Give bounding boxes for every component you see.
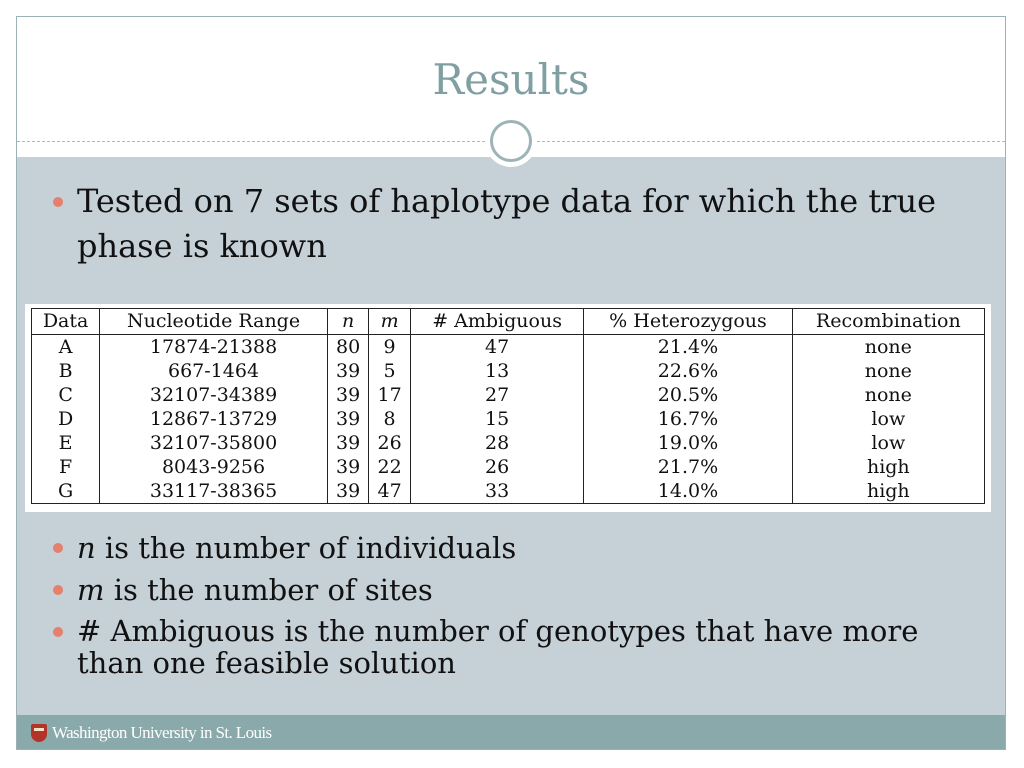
- university-logo: [31, 723, 272, 743]
- cell-ambiguous: 47: [410, 335, 583, 360]
- cell-data: E: [32, 431, 100, 455]
- bullet-item: Tested on 7 sets of haplotype data for which the true phase is known: [51, 179, 991, 269]
- cell-nucleotide-range: 667-1464: [100, 359, 328, 383]
- cell-data: F: [32, 455, 100, 479]
- university-name: Washington University in St. Louis: [52, 723, 272, 742]
- cell-recombination: high: [792, 479, 984, 504]
- cell-recombination: high: [792, 455, 984, 479]
- cell-ambiguous: 13: [410, 359, 583, 383]
- cell-recombination: low: [792, 431, 984, 455]
- note-text: is the number of individuals: [95, 531, 517, 565]
- variable-n: n: [77, 531, 96, 565]
- intro-bullet-list: [51, 179, 991, 269]
- cell-nucleotide-range: 33117-38365: [100, 479, 328, 504]
- cell-nucleotide-range: 32107-34389: [100, 383, 328, 407]
- col-header-nucleotide-range: Nucleotide Range: [100, 309, 328, 335]
- cell-heterozygous: 20.5%: [584, 383, 792, 407]
- table-row: [32, 383, 985, 407]
- cell-n: 39: [327, 455, 368, 479]
- cell-m: 22: [369, 455, 410, 479]
- cell-ambiguous: 15: [410, 407, 583, 431]
- note-item-n: [51, 531, 991, 565]
- cell-heterozygous: 21.7%: [584, 455, 792, 479]
- ring-icon: [490, 120, 532, 162]
- cell-n: 39: [327, 479, 368, 504]
- cell-data: B: [32, 359, 100, 383]
- cell-heterozygous: 19.0%: [584, 431, 792, 455]
- cell-nucleotide-range: 17874-21388: [100, 335, 328, 360]
- col-header-heterozygous: % Heterozygous: [584, 309, 792, 335]
- cell-data: A: [32, 335, 100, 360]
- cell-heterozygous: 14.0%: [584, 479, 792, 504]
- cell-heterozygous: 22.6%: [584, 359, 792, 383]
- cell-n: 39: [327, 407, 368, 431]
- table-row: [32, 431, 985, 455]
- table-row: [32, 455, 985, 479]
- col-header-recombination: Recombination: [792, 309, 984, 335]
- cell-m: 17: [369, 383, 410, 407]
- table-header-row: [32, 309, 985, 335]
- note-text: is the number of sites: [104, 573, 433, 607]
- cell-m: 8: [369, 407, 410, 431]
- shield-icon: [31, 724, 47, 742]
- col-header-ambiguous: # Ambiguous: [410, 309, 583, 335]
- table-row: [32, 479, 985, 504]
- cell-data: C: [32, 383, 100, 407]
- note-item-ambiguous: [51, 615, 991, 679]
- cell-n: 39: [327, 359, 368, 383]
- col-header-m: m: [369, 309, 410, 335]
- cell-n: 39: [327, 431, 368, 455]
- note-item-m: [51, 573, 991, 607]
- notes-bullet-list: [51, 531, 991, 687]
- cell-data: D: [32, 407, 100, 431]
- cell-recombination: none: [792, 335, 984, 360]
- cell-recombination: none: [792, 383, 984, 407]
- circle-ornament-icon: [485, 115, 537, 167]
- table-row: [32, 335, 985, 360]
- results-table-panel: [25, 304, 991, 512]
- col-header-data: Data: [32, 309, 100, 335]
- note-text: # Ambiguous is the number of genotypes that have more than one feasible solution: [77, 614, 919, 680]
- variable-m: m: [77, 573, 105, 607]
- col-header-n: n: [327, 309, 368, 335]
- cell-heterozygous: 21.4%: [584, 335, 792, 360]
- cell-n: 80: [327, 335, 368, 360]
- cell-m: 5: [369, 359, 410, 383]
- table-body: [32, 335, 985, 504]
- cell-data: G: [32, 479, 100, 504]
- cell-nucleotide-range: 12867-13729: [100, 407, 328, 431]
- cell-m: 26: [369, 431, 410, 455]
- cell-ambiguous: 27: [410, 383, 583, 407]
- slide: [16, 16, 1006, 750]
- cell-recombination: none: [792, 359, 984, 383]
- slide-title: Results: [432, 55, 590, 104]
- cell-recombination: low: [792, 407, 984, 431]
- cell-ambiguous: 33: [410, 479, 583, 504]
- cell-ambiguous: 26: [410, 455, 583, 479]
- cell-m: 9: [369, 335, 410, 360]
- cell-heterozygous: 16.7%: [584, 407, 792, 431]
- results-table: [31, 308, 985, 504]
- cell-m: 47: [369, 479, 410, 504]
- cell-n: 39: [327, 383, 368, 407]
- table-row: [32, 359, 985, 383]
- cell-nucleotide-range: 8043-9256: [100, 455, 328, 479]
- cell-ambiguous: 28: [410, 431, 583, 455]
- footer-bar: [17, 715, 1005, 750]
- table-row: [32, 407, 985, 431]
- cell-nucleotide-range: 32107-35800: [100, 431, 328, 455]
